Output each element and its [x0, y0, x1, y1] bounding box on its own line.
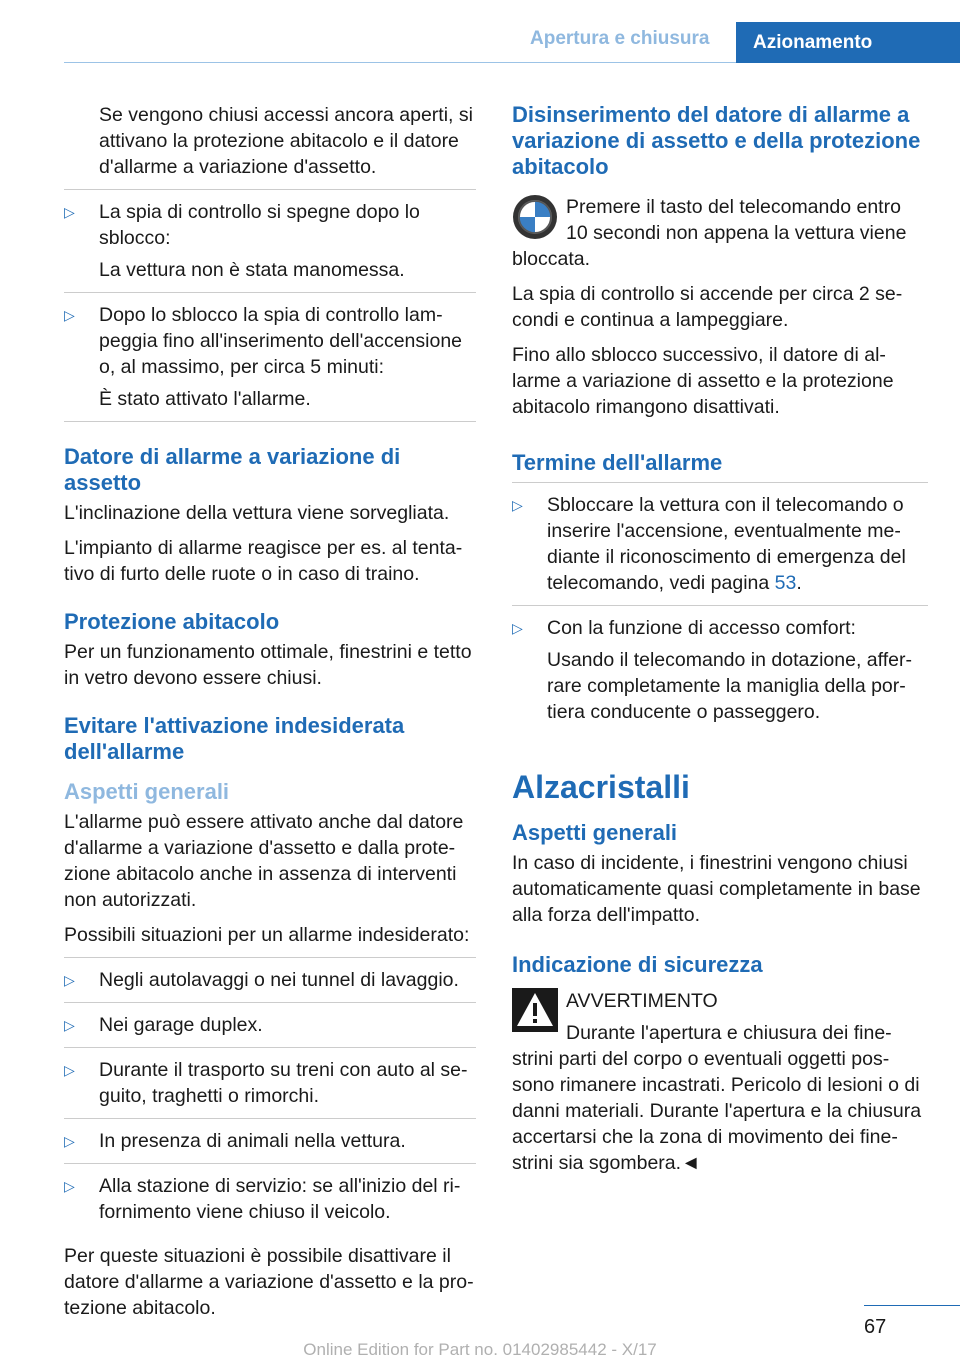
- intro-paragraph: Se vengono chiusi accessi ancora aperti, si attivano la protezione abitacolo e il datore d'allarme a variazione d'assetto.: [99, 104, 473, 178]
- right-column: [512, 102, 928, 1185]
- paragraph: Premere il tasto del telecomando entro 10 secondi non appena la vettura viene bloccata.: [512, 196, 907, 270]
- subheading-general: Aspetti generali: [512, 820, 678, 845]
- paragraph: L'inclinazione della vettura viene sorvegliata.: [64, 502, 450, 524]
- closing-paragraph: Per queste situazioni è possibile disattivare il datore d'allarme a variazione d'assetto e la pro-tezione abitacolo.: [64, 1245, 474, 1319]
- list-item: ▷ Nei garage duplex.: [64, 1012, 476, 1048]
- page-link[interactable]: 53: [774, 572, 797, 594]
- heading-cabin-protection: Protezione abitacolo: [64, 609, 280, 634]
- footer-edition: Online Edition for Part no. 01402985442 - X/17: [303, 1340, 657, 1359]
- list-item: ▷ Sbloccare la vettura con il telecomando o inserire l'accensione, eventualmente me-diante il riconoscimento di emergenza del telecomando, vedi pagina 53.: [512, 494, 906, 594]
- warning-triangle-icon: [512, 988, 558, 1032]
- page-number-rule: [864, 1305, 960, 1306]
- list-item: ▷ La spia di controllo si spegne dopo lo sblocco:: [64, 201, 420, 249]
- bullet-icon: ▷: [512, 497, 523, 513]
- list-item: ▷ Alla stazione di servizio: se all'inizio del ri-fornimento viene chiuso il veicolo.: [64, 1175, 461, 1223]
- list-item: ▷ Durante il trasporto su treni con auto al se-guito, traghetti o rimorchi.: [64, 1057, 476, 1119]
- header-chapter-tab: Azionamento: [736, 22, 960, 63]
- paragraph: Per un funzionamento ottimale, finestrini e tetto in vetro devono essere chiusi.: [64, 641, 472, 689]
- bullet-icon: ▷: [64, 204, 75, 220]
- bullet-icon: ▷: [64, 1062, 75, 1078]
- left-column: [64, 102, 476, 1330]
- subheading-general: Aspetti generali: [64, 779, 230, 804]
- bullet-icon: ▷: [64, 972, 75, 988]
- situation-list: [64, 957, 476, 1234]
- paragraph: L'impianto di allarme reagisce per es. al tenta-tivo di furto delle ruote o in caso di traino.: [64, 537, 463, 585]
- list-item: ▷ In presenza di animali nella vettura.: [64, 1128, 476, 1164]
- list-item-sub: Usando il telecomando in dotazione, affer-rare completamente la maniglia della por-tiera conducente o passeggero.: [547, 649, 912, 723]
- list-item: ▷ Dopo lo sblocco la spia di controllo lam-peggia fino all'inserimento dell'accensione o, al massimo, per circa 5 minuti:: [64, 304, 463, 378]
- list-item-sub: È stato attivato l'allarme.: [99, 388, 311, 410]
- paragraph: In caso di incidente, i finestrini vengono chiusi automaticamente quasi completamente in base alla forza dell'impatto.: [512, 852, 921, 926]
- warning-title: AVVERTIMENTO: [566, 990, 718, 1012]
- list-item-sub: La vettura non è stata manomessa.: [99, 259, 405, 281]
- paragraph: Fino allo sblocco successivo, il datore di al-larme a variazione di assetto e la protezione abitacolo rimangono disattivati.: [512, 344, 894, 418]
- paragraph: L'allarme può essere attivato anche dal datore d'allarme a variazione d'assetto e dalla prote-zione abitacolo anche in assenza di interventi non autorizzati.: [64, 811, 464, 911]
- heading-tilt-alarm: Datore di allarme a variazione di assetto: [64, 444, 401, 495]
- bullet-icon: ▷: [64, 1133, 75, 1149]
- header-section-title: Apertura e chiusura: [530, 28, 710, 49]
- bullet-icon: ▷: [64, 1178, 75, 1194]
- bullet-icon: ▷: [64, 307, 75, 323]
- list-item: ▷ Negli autolavaggi o nei tunnel di lavaggio.: [64, 967, 476, 1003]
- bullet-icon: ▷: [512, 620, 523, 636]
- paragraph: Possibili situazioni per un allarme indesiderato:: [64, 924, 470, 946]
- heading-alarm-end: Termine dell'allarme: [512, 450, 723, 475]
- list-item: ▷ Con la funzione di accesso comfort:: [512, 617, 856, 639]
- paragraph: La spia di controllo si accende per circa 2 se-condi e continua a lampeggiare.: [512, 283, 903, 331]
- heading-power-windows: Alzacristalli: [512, 769, 690, 805]
- heading-avoid-false-alarm: Evitare l'attivazione indesiderata dell'allarme: [64, 713, 405, 764]
- page-number: 67: [864, 1316, 887, 1338]
- bmw-key-icon: [512, 194, 558, 240]
- heading-safety-notice: Indicazione di sicurezza: [512, 952, 763, 977]
- heading-disable-alarm: Disinserimento del datore di allarme a variazione di assetto e della protezione abitacolo: [512, 102, 921, 179]
- bullet-icon: ▷: [64, 1017, 75, 1033]
- warning-text: Durante l'apertura e chiusura dei fine-strini parti del corpo o eventuali oggetti pos-sono rimanere incastrati. Pericolo di lesioni o di danni materiali. Durante l'apertura e la chiusura accertarsi che la zona di movimento dei fine-strini sia sgombera.◄: [512, 1022, 922, 1174]
